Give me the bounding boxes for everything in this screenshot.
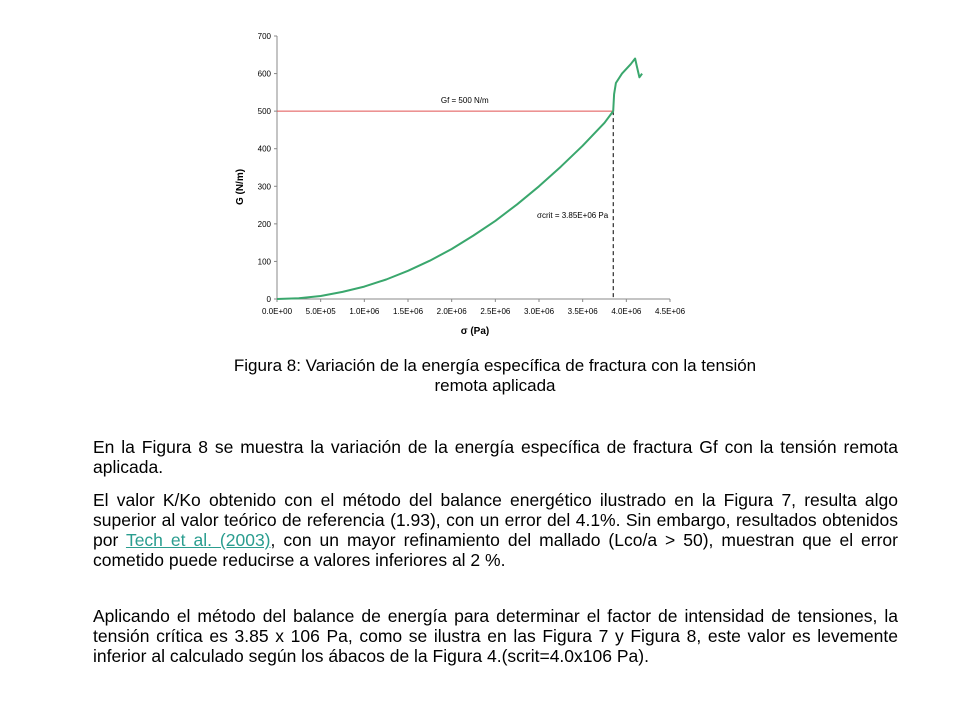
tech-et-al-link[interactable]: Tech et al. (2003) xyxy=(125,530,271,550)
x-tick-label: 2.5E+06 xyxy=(480,307,511,316)
plot-area xyxy=(258,32,686,316)
y-axis-label: G (N/m) xyxy=(235,168,246,206)
x-tick-label: 0.0E+00 xyxy=(261,307,293,316)
x-tick-label: 5.0E+05 xyxy=(305,307,336,316)
y-tick-label: 300 xyxy=(257,182,271,192)
y-tick-label: 600 xyxy=(257,69,271,79)
caption-line-2: remota aplicada xyxy=(434,376,556,395)
x-tick-label: 1.5E+06 xyxy=(392,307,424,316)
paragraph-2-start: El valor K/Ko obtenido con el método del balance energético ilustrado en la Figura 7, resulta algo superior al valor teórico de referencia (1.93), con un error del 4.1%. Sin embargo, resultados obtenidos por xyxy=(93,490,898,550)
y-tick-label: 400 xyxy=(257,144,271,154)
y-tick-label: 500 xyxy=(257,107,271,117)
series-line-0 xyxy=(277,59,642,300)
figure-caption xyxy=(110,356,880,396)
paragraph-1: En la Figura 8 se muestra la variación de la energía específica de fractura Gf con la tensión remota aplicada. xyxy=(93,437,898,477)
x-tick-label: 2.0E+06 xyxy=(436,307,467,316)
x-tick-label: 1.0E+06 xyxy=(349,307,380,316)
y-tick-label: 0 xyxy=(266,295,271,304)
x-axis-label: σ (Pa) xyxy=(460,326,490,337)
y-tick-label: 100 xyxy=(257,257,271,267)
gf-label: Gf = 500 N/m xyxy=(440,96,489,106)
caption-line-1: Figura 8: Variación de la energía específica de fractura con la tensión xyxy=(233,356,757,375)
y-tick-label: 700 xyxy=(257,32,271,41)
paragraph-3: Aplicando el método del balance de energía para determinar el factor de intensidad de tensiones, la tensión crítica es 3.85 x 106 Pa, como se ilustra en las Figura 7 y Figura 8, este valor es levemente inferior al calculado según los ábacos de la Figura 4.(scrit=4.0x106 Pa). xyxy=(93,606,898,666)
sigma-crit-label: σcrit = 3.85E+06 Pa xyxy=(537,211,609,221)
x-tick-label: 4.0E+06 xyxy=(611,307,642,316)
y-tick-label: 200 xyxy=(257,219,271,229)
paragraph-2 xyxy=(93,490,898,570)
paragraph-2-end: , con un mayor refinamiento del mallado (Lco/a > 50), muestran que el error cometido puede reducirse a valores inferiores al 2 %. xyxy=(93,530,898,570)
x-tick-label: 3.0E+06 xyxy=(523,307,555,316)
energy-chart xyxy=(225,22,700,342)
x-tick-label: 4.5E+06 xyxy=(654,307,686,316)
x-tick-label: 3.5E+06 xyxy=(567,307,598,316)
